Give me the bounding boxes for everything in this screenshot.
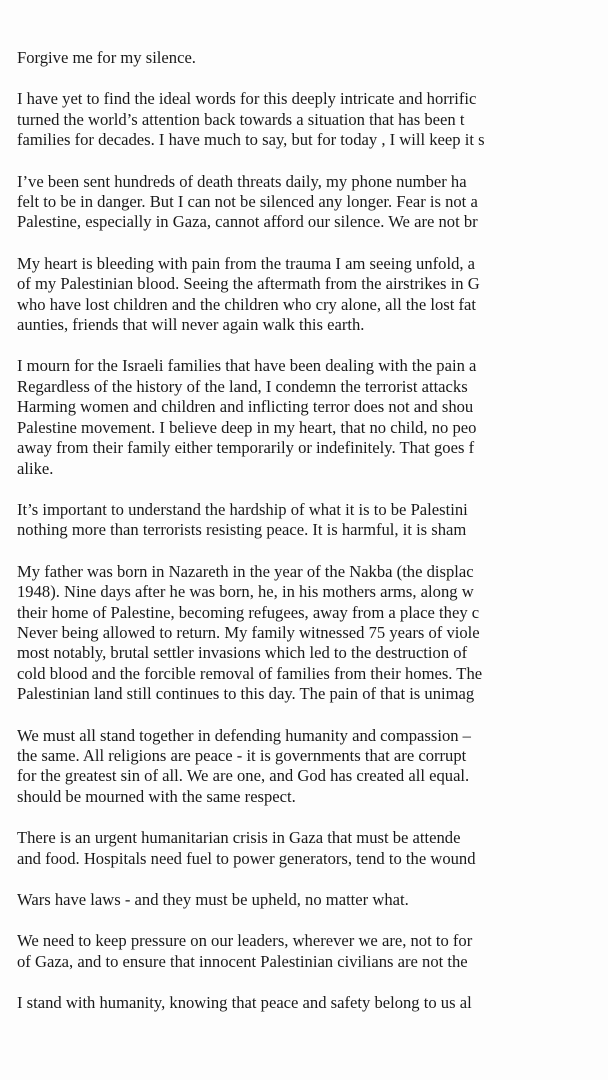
paragraph-1 — [17, 48, 608, 68]
text-line: away from their family either temporarily or indefinitely. That goes f — [17, 438, 475, 458]
text-line: I mourn for the Israeli families that have been dealing with the pain a — [17, 356, 477, 376]
paragraph-3 — [17, 172, 608, 233]
text-line: We need to keep pressure on our leaders, wherever we are, not to for — [17, 931, 473, 951]
text-line: I stand with humanity, knowing that peace and safety belong to us al — [17, 993, 472, 1013]
text-line: Palestinian land still continues to this day. The pain of that is unimag — [17, 684, 475, 704]
text-line: Never being allowed to return. My family witnessed 75 years of viole — [17, 622, 480, 642]
text-line: It’s important to understand the hardship of what it is to be Palestini — [17, 499, 468, 519]
text-line: families for decades. I have much to say, but for today , I will keep it s — [17, 130, 485, 150]
text-line: Palestine, especially in Gaza, cannot afford our silence. We are not br — [17, 212, 478, 232]
text-line: the same. All religions are peace - it is governments that are corrupt — [17, 745, 467, 765]
text-line: of my Palestinian blood. Seeing the aftermath from the airstrikes in G — [17, 274, 480, 294]
paragraph-10 — [17, 890, 608, 910]
paragraph-5 — [17, 356, 608, 478]
paragraph-2 — [17, 89, 608, 150]
text-line: nothing more than terrorists resisting peace. It is harmful, it is sham — [17, 520, 467, 540]
letter-body — [17, 48, 608, 1035]
paragraph-7 — [17, 562, 608, 705]
text-line: who have lost children and the children who cry alone, all the lost fat — [17, 294, 476, 314]
paragraph-6 — [17, 500, 608, 541]
paragraph-9 — [17, 828, 608, 869]
text-line: aunties, friends that will never again walk this earth. — [17, 315, 365, 335]
text-line: 1948). Nine days after he was born, he, in his mothers arms, along w — [17, 582, 474, 602]
text-line: their home of Palestine, becoming refugees, away from a place they c — [17, 602, 480, 622]
paragraph-8 — [17, 726, 608, 808]
text-line: Wars have laws - and they must be upheld, no matter what. — [17, 890, 409, 909]
paragraph-11 — [17, 931, 608, 972]
text-line: Palestine movement. I believe deep in my heart, that no child, no peo — [17, 417, 477, 437]
text-line: for the greatest sin of all. We are one, and God has created all equal. — [17, 766, 470, 786]
text-line: alike. — [17, 458, 54, 478]
text-line: most notably, brutal settler invasions which led to the destruction of — [17, 643, 468, 663]
text-line: My father was born in Nazareth in the year of the Nakba (the displac — [17, 561, 474, 581]
text-line: I’ve been sent hundreds of death threats daily, my phone number ha — [17, 171, 467, 191]
text-line: felt to be in danger. But I can not be silenced any longer. Fear is not a — [17, 192, 478, 212]
text-line: My heart is bleeding with pain from the trauma I am seeing unfold, a — [17, 253, 476, 273]
text-line: cold blood and the forcible removal of families from their homes. The — [17, 663, 483, 683]
text-line: I have yet to find the ideal words for this deeply intricate and horrific — [17, 89, 477, 109]
text-line: We must all stand together in defending humanity and compassion – — [17, 725, 471, 745]
text-line: Harming women and children and inflicting terror does not and shou — [17, 397, 474, 417]
paragraph-12 — [17, 993, 608, 1013]
text-line: turned the world’s attention back towards a situation that has been t — [17, 109, 465, 129]
text-line: Regardless of the history of the land, I condemn the terrorist attacks — [17, 376, 468, 396]
text-line: There is an urgent humanitarian crisis in Gaza that must be attende — [17, 828, 461, 848]
text-line: should be mourned with the same respect. — [17, 786, 296, 806]
text-line: and food. Hospitals need fuel to power generators, tend to the wound — [17, 848, 476, 868]
paragraph-4 — [17, 254, 608, 336]
text-line: Forgive me for my silence. — [17, 48, 196, 67]
text-line: of Gaza, and to ensure that innocent Palestinian civilians are not the — [17, 951, 468, 971]
